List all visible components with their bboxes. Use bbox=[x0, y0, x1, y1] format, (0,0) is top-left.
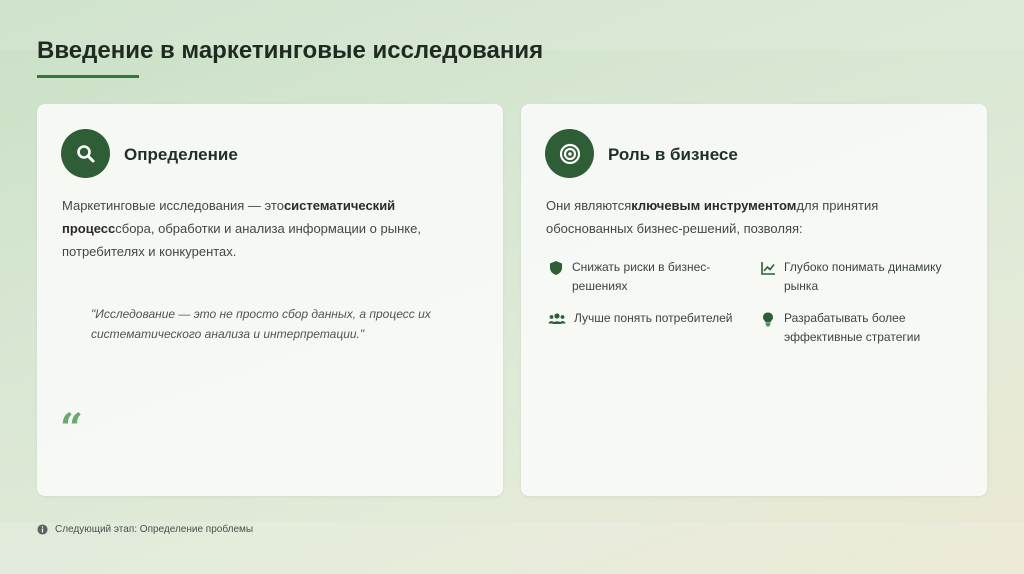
benefit-label: Лучше понять потребителей bbox=[574, 311, 733, 325]
benefit-item bbox=[548, 309, 748, 328]
benefit-item bbox=[760, 309, 950, 347]
lightbulb-icon bbox=[760, 311, 776, 327]
info-icon bbox=[37, 524, 48, 535]
benefit-label: Разрабатывать более эффективные стратегии bbox=[784, 311, 921, 344]
role-text bbox=[546, 194, 936, 240]
footer-text: Следующий этап: Определение проблемы bbox=[55, 524, 254, 535]
benefit-label: Снижать риски в бизнес-решениях bbox=[572, 260, 711, 293]
target-icon bbox=[545, 129, 594, 178]
definition-quote: "Исследование — это не просто сбор данных, а процесс их систематического анализа и интерпретации." bbox=[91, 307, 431, 341]
line-chart-icon bbox=[760, 260, 776, 276]
definition-text-after: сбора, обработки и анализа информации о рынке, потребителях и конкурентах. bbox=[62, 221, 421, 259]
users-icon bbox=[548, 311, 566, 327]
benefit-label: Глубоко понимать динамику рынка bbox=[784, 260, 942, 293]
role-text-bold: ключевым инструментом bbox=[631, 198, 797, 213]
role-heading: Роль в бизнесе bbox=[608, 145, 738, 164]
quote-icon: “ bbox=[60, 405, 84, 452]
definition-card bbox=[37, 104, 503, 496]
footer bbox=[37, 524, 253, 535]
role-card bbox=[521, 104, 987, 496]
role-text-after: для принятия обоснованных бизнес-решений, позволяя: bbox=[546, 198, 879, 236]
page-title: Введение в маркетинговые исследования bbox=[37, 37, 544, 64]
benefit-item bbox=[548, 258, 733, 296]
definition-heading: Определение bbox=[124, 145, 238, 164]
definition-text-bold: систематический процесс bbox=[62, 198, 396, 236]
role-text-before: Они являются bbox=[546, 198, 632, 213]
benefit-item bbox=[760, 258, 960, 296]
definition-text bbox=[62, 194, 452, 263]
search-icon bbox=[61, 129, 110, 178]
shield-icon bbox=[548, 260, 564, 276]
definition-text-before: Маркетинговые исследования — это bbox=[62, 198, 284, 213]
title-underline bbox=[37, 75, 139, 78]
